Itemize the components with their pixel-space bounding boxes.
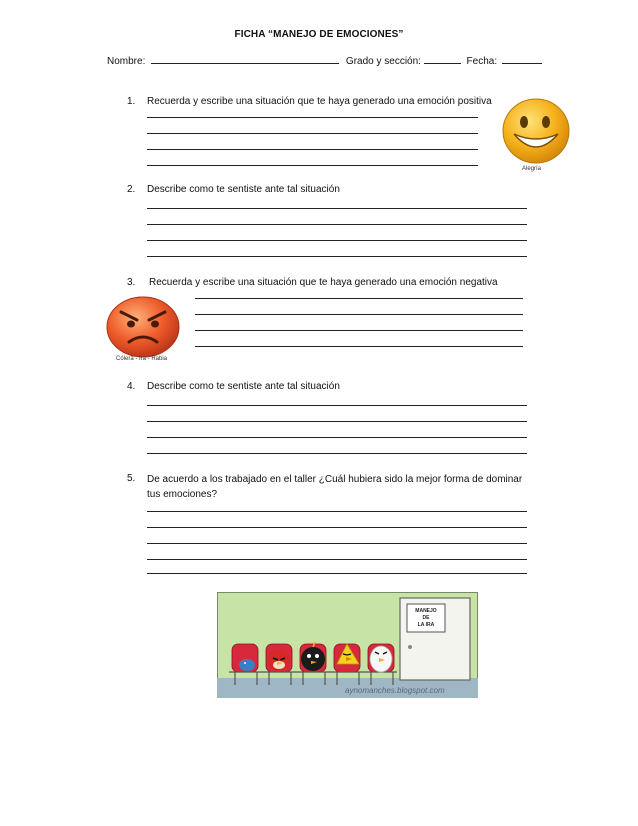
question-number: 3. xyxy=(127,277,136,288)
student-info-row xyxy=(107,54,547,67)
question-text: Recuerda y escribe una situación que te haya generado una emoción negativa xyxy=(149,277,498,288)
svg-text:DE: DE xyxy=(422,615,430,621)
fecha-label: Fecha: xyxy=(466,56,498,67)
angry-face-icon xyxy=(105,296,181,358)
grado-label: Grado y sección: xyxy=(345,56,421,67)
happy-caption: Alegría xyxy=(522,166,542,172)
worksheet-title: FICHA “MANEJO DE EMOCIONES” xyxy=(234,29,404,40)
svg-text:LA IRA: LA IRA xyxy=(417,622,435,628)
question-4 xyxy=(127,380,507,394)
question-2 xyxy=(127,183,507,197)
anger-management-cartoon xyxy=(217,592,478,698)
nombre-field[interactable] xyxy=(151,54,339,64)
cartoon-image xyxy=(217,592,478,698)
question-text: Recuerda y escribe una situación que te haya generado una emoción positiva xyxy=(147,96,492,107)
cartoon-credit: aynomanches.blogspot.com xyxy=(345,686,445,695)
svg-text:MANEJO: MANEJO xyxy=(415,608,437,614)
question-3 xyxy=(127,276,507,290)
nombre-label: Nombre: xyxy=(107,56,146,67)
question-number: 2. xyxy=(127,184,136,195)
fecha-field[interactable] xyxy=(502,54,542,64)
angry-caption: Cólera - Ira - Rabia xyxy=(116,356,168,362)
question-text: Describe como te sentiste ante tal situación xyxy=(147,381,340,392)
question-number: 5. xyxy=(127,473,136,484)
question-5 xyxy=(127,472,527,502)
question-number: 4. xyxy=(127,381,136,392)
question-text: De acuerdo a los trabajado en el taller ¿Cuál hubiera sido la mejor forma de dominar tus emociones? xyxy=(147,474,523,500)
question-text: Describe como te sentiste ante tal situación xyxy=(147,184,340,195)
question-number: 1. xyxy=(127,96,136,107)
happy-face-icon xyxy=(500,96,572,166)
question-1 xyxy=(127,95,507,109)
grado-field[interactable] xyxy=(424,54,461,64)
